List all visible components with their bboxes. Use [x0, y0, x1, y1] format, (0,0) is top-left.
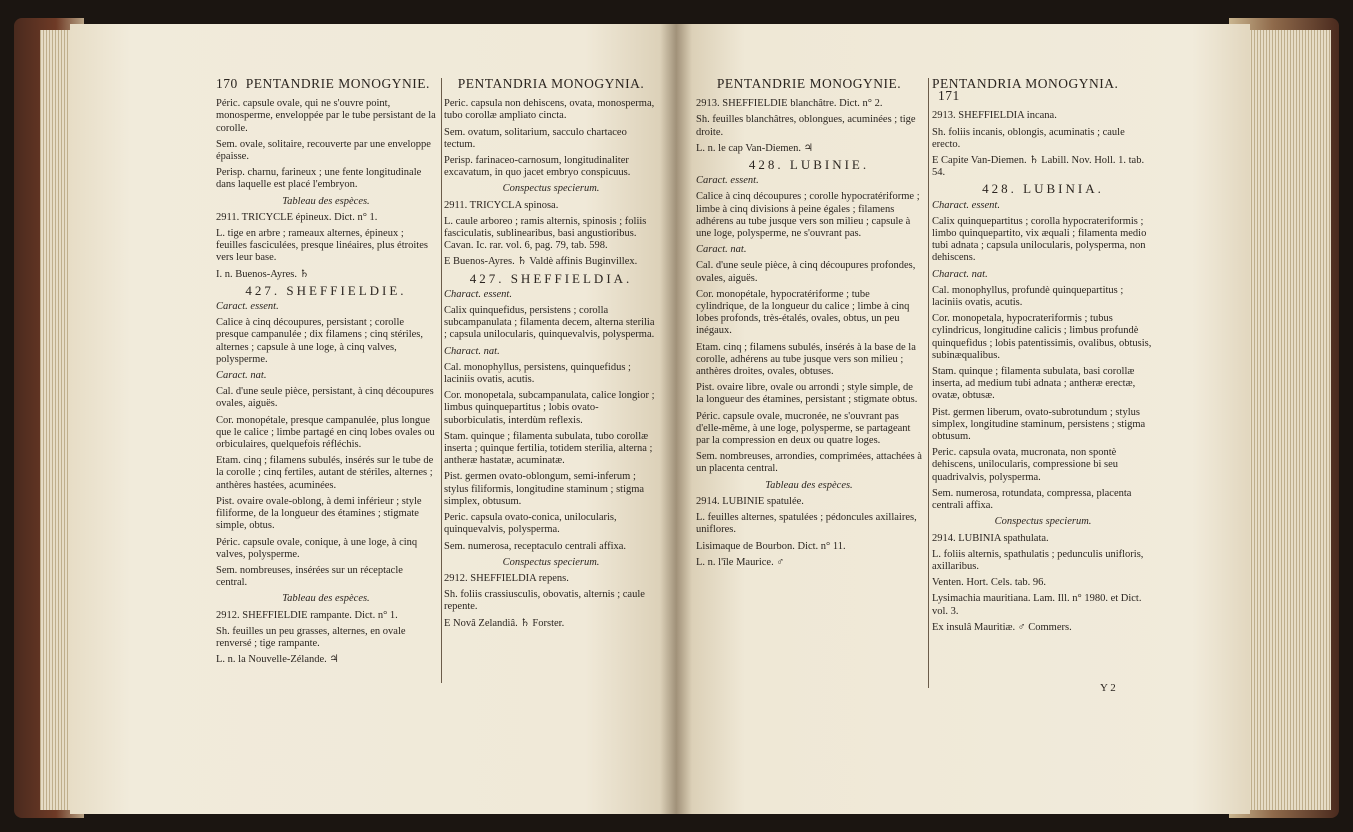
paragraph: Pist. ovaire libre, ovale ou arrondi ; style simple, de la longueur des étamines, persistant ; stigmate obtus.	[696, 382, 918, 406]
paragraph: E Novâ Zelandiâ. ♄ Forster.	[444, 617, 565, 629]
paragraph: Cal. monophyllus, persistens, quinquefidus ; laciniis ovatis, acutis.	[444, 361, 631, 386]
paragraph: Sem. nombreuses, arrondies, comprimées, attachées à un placenta central.	[696, 451, 922, 475]
subsection-title: Charact. essent.	[444, 288, 512, 300]
signature-mark: Y 2	[1100, 682, 1116, 694]
header-title: PENTANDRIE MONOGYNIE.	[245, 76, 430, 91]
species-entry: 2912. SHEFFIELDIA repens.	[444, 572, 569, 584]
species-entry: 2914. LUBINIE spatulée.	[696, 495, 804, 507]
paragraph: Calix quinquepartitus ; corolla hypocrateriformis ; limbo quinquepartito, vix æquali ; filamenta medio tubi adnata ; capsula unilocularis, polysperma, non dehiscens.	[932, 215, 1147, 264]
genus-heading: 428. LUBINIE.	[748, 157, 870, 173]
species-entry: 2911. TRICYCLA spinosa.	[444, 199, 559, 211]
paragraph: Péric. capsule ovale, qui ne s'ouvre point, monosperme, enveloppée par le tube persistant de la corolle.	[216, 98, 436, 134]
left-page-column-2	[444, 78, 658, 634]
species-entry: 2913. SHEFFIELDIE blanchâtre. Dict. n° 2.	[696, 98, 883, 110]
paragraph: Sem. ovale, solitaire, recouverte par une enveloppe épaisse.	[216, 138, 431, 163]
paragraph: Stam. quinque ; filamenta subulata, tubo corollæ inserta ; quinque fertilia, totidem sterilia, alterna ; antheræ hastatæ, acuminatæ.	[444, 430, 653, 467]
section-title: Tableau des espèces.	[282, 593, 370, 605]
paragraph: I. n. Buenos-Ayres. ♄	[216, 268, 310, 280]
subsection-title: Charact. essent.	[932, 199, 1000, 211]
running-header	[444, 78, 658, 90]
header-title: PENTANDRIA MONOGYNIA.	[932, 76, 1119, 91]
genus-heading: 427. SHEFFIELDIA.	[469, 270, 633, 286]
paragraph: Peric. capsula ovata, mucronata, non spontè dehiscens, unilocularis, compressione bi seu quadrivalvis, polysperma.	[932, 447, 1119, 483]
paragraph: Lisimaque de Bourbon. Dict. n° 11.	[696, 540, 846, 552]
paragraph: L. feuilles alternes, spatulées ; pédoncules axillaires, uniflores.	[696, 512, 917, 536]
paragraph: L. caule arboreo ; ramis alternis, spinosis ; foliis fasciculatis, sublinearibus, basi angustioribus. Cavan. Ic. rar. vol. 6, pag. 79, tab. 598.	[444, 215, 647, 252]
subsection-title: Caract. nat.	[696, 244, 747, 256]
page-number: 171	[938, 88, 960, 104]
paragraph: Venten. Hort. Cels. tab. 96.	[932, 577, 1047, 589]
page-number: 170	[216, 76, 238, 91]
genus-heading: 427. SHEFFIELDIE.	[245, 282, 407, 298]
header-title: PENTANDRIE MONOGYNIE.	[716, 76, 902, 91]
paragraph: Perisp. farinaceo-carnosum, longitudinaliter excavatum, in quo jacet embryo conspicuus.	[444, 155, 631, 179]
subsection-title: Charact. nat.	[932, 268, 988, 280]
paragraph: Cor. monopetala, subcampanulata, calice longior ; limbus quinquepartitus ; lobis ovato-suborbiculatis, interdùm reflexis.	[444, 390, 655, 426]
paragraph: Péric. capsule ovale, mucronée, ne s'ouvrant pas d'elle-même, à une loge, polysperme, se partageant par la compression en deux ou quatre loges.	[696, 410, 911, 447]
paragraph: Stam. quinque ; filamenta subulata, basi corollæ inserta, ad medium tubi adnata ; antheræ erectæ, ovatæ, obtusæ.	[932, 366, 1136, 402]
column-rule	[928, 78, 929, 688]
right-page-column-1	[696, 78, 922, 573]
section-title: Tableau des espèces.	[765, 479, 853, 491]
subsection-title: Charact. nat.	[444, 345, 500, 357]
book-gutter	[660, 24, 692, 814]
paragraph: Calix quinquefidus, persistens ; corolla subcampanulata ; filamenta decem, alterna sterilia ; capsula unilocularis, quinquevalvis, polysperma.	[444, 305, 655, 341]
text-block	[444, 98, 658, 630]
paragraph: Perisp. charnu, farineux ; une fente longitudinale dans laquelle est placé l'embryon.	[216, 167, 422, 191]
species-entry: 2914. LUBINIA spathulata.	[932, 532, 1049, 544]
right-page-column-2	[932, 78, 1154, 638]
paragraph: L. tige en arbre ; rameaux alternes, épineux ; feuilles fasciculées, presque linéaires, plus étroites vers leur base.	[216, 228, 428, 264]
text-block	[696, 98, 922, 569]
running-header	[696, 78, 922, 90]
column-rule	[441, 78, 442, 683]
paragraph: Calice à cinq découpures ; corolle hypocratériforme ; limbe à cinq divisions à peine égales ; filamens adhérens au tube jusque vers son milieu ; capsule à une loge, polysperme, ne s'ouvrant pas.	[696, 191, 920, 240]
section-title: Conspectus specierum.	[994, 516, 1092, 528]
paragraph: E Capite Van-Diemen. ♄ Labill. Nov. Holl. 1. tab. 54.	[932, 155, 1145, 179]
paragraph: L. foliis alternis, spathulatis ; pedunculis unifloris, axillaribus.	[932, 548, 1144, 572]
paragraph: L. n. le cap Van-Diemen. ♃	[696, 142, 814, 154]
paragraph: Péric. capsule ovale, conique, à une loge, à cinq valves, polysperme.	[216, 536, 418, 560]
text-block	[216, 98, 436, 666]
paragraph: Sem. nombreuses, insérées sur un réceptacle central.	[216, 564, 403, 589]
paragraph: Cor. monopétale, presque campanulée, plus longue que le calice ; limbe partagé en cinq lobes ovales ou orbiculaires, quelquefois réfléchis.	[216, 414, 435, 451]
paragraph: Lysimachia mauritiana. Lam. Ill. n° 1980. et Dict. vol. 3.	[932, 593, 1142, 617]
species-entry: 2911. TRICYCLE épineux. Dict. n° 1.	[216, 211, 378, 223]
paragraph: E Buenos-Ayres. ♄ Valdè affinis Buginvillex.	[444, 256, 638, 268]
paragraph: Cal. monophyllus, profundè quinquepartitus ; laciniis ovatis, acutis.	[932, 284, 1124, 309]
paragraph: Cor. monopetala, hypocrateriformis ; tubus cylindricus, longitudine calicis ; limbus profundè quinquefidus ; lobis patentissimis, ovalibus, obtusis, subinæqualibus.	[932, 313, 1152, 361]
paragraph: Pist. germen ovato-oblongum, semi-inferum ; stylus filiformis, longitudine staminum ; stigma simplex, obtusum.	[444, 471, 645, 507]
paragraph: L. n. la Nouvelle-Zélande. ♃	[216, 654, 339, 666]
paragraph: Cal. d'une seule pièce, à cinq découpures profondes, ovales, aiguës.	[696, 260, 916, 284]
genus-heading: 428. LUBINIA.	[982, 181, 1104, 197]
paragraph: Sh. foliis crassiusculis, obovatis, alternis ; caule repente.	[444, 589, 645, 613]
paragraph: Peric. capsula non dehiscens, ovata, monosperma, tubo corollæ ampliato cincta.	[444, 98, 655, 122]
paragraph: Sem. numerosa, receptaculo centrali affixa.	[444, 540, 627, 552]
species-entry: 2912. SHEFFIELDIE rampante. Dict. n° 1.	[216, 609, 398, 621]
section-title: Conspectus specierum.	[502, 183, 600, 195]
paragraph: Peric. capsula ovato-conica, unilocularis, quinquevalvis, polysperma.	[444, 512, 617, 536]
left-page-column-1	[216, 78, 436, 670]
text-block	[932, 110, 1154, 634]
subsection-title: Caract. nat.	[216, 370, 267, 382]
running-header	[216, 78, 436, 90]
paragraph: Sh. foliis incanis, oblongis, acuminatis ; caule erecto.	[932, 126, 1125, 150]
paragraph: Pist. germen liberum, ovato-subrotundum ; stylus simplex, longitudine staminum, persistens ; stigma obtusum.	[932, 406, 1146, 443]
paragraph: L. n. l'île Maurice. ♂	[696, 556, 785, 568]
section-title: Conspectus specierum.	[502, 556, 600, 568]
paragraph: Sem. numerosa, rotundata, compressa, placenta centrali affixa.	[932, 487, 1132, 512]
subsection-title: Caract. essent.	[696, 175, 759, 187]
paragraph: Etam. cinq ; filamens subulés, insérés à la base de la corolle, adhérens au tube jusque vers son milieu ; anthères droites, ovales, obtuses.	[696, 341, 916, 378]
paragraph: Cal. d'une seule pièce, persistant, à cinq découpures ovales, aiguës.	[216, 386, 434, 410]
header-title: PENTANDRIA MONOGYNIA.	[457, 76, 645, 91]
section-title: Tableau des espèces.	[282, 195, 370, 207]
subsection-title: Caract. essent.	[216, 301, 279, 313]
paragraph: Pist. ovaire ovale-oblong, à demi inférieur ; style filiforme, de la longueur des étamines ; stigmate simple, obtus.	[216, 495, 422, 532]
paragraph: Sh. feuilles blanchâtres, oblongues, acuminées ; tige droite.	[696, 114, 916, 138]
paragraph: Etam. cinq ; filamens subulés, insérés sur le tube de la corolle ; cinq fertiles, autant de stériles, alternes ; anthères hastées, acuminées.	[216, 455, 434, 491]
paragraph: Sem. ovatum, solitarium, sacculo chartaceo tectum.	[444, 126, 627, 150]
paragraph: Ex insulâ Mauritiæ. ♂ Commers.	[932, 621, 1072, 633]
running-header	[932, 78, 1154, 102]
paragraph: Calice à cinq découpures, persistant ; corolle presque campanulée ; dix filamens ; cinq stériles, alternes ; capsule à une loge, à cinq valves, polysperme.	[216, 317, 424, 365]
paragraph: Sh. feuilles un peu grasses, alternes, en ovale renversé ; tige rampante.	[216, 625, 406, 649]
species-entry: 2913. SHEFFIELDIA incana.	[932, 110, 1057, 122]
paragraph: Cor. monopétale, hypocratériforme ; tube cylindrique, de la longueur du calice ; limbe à cinq lobes profonds, très-étalés, ovales, obtus, un peu inégaux.	[696, 288, 910, 337]
